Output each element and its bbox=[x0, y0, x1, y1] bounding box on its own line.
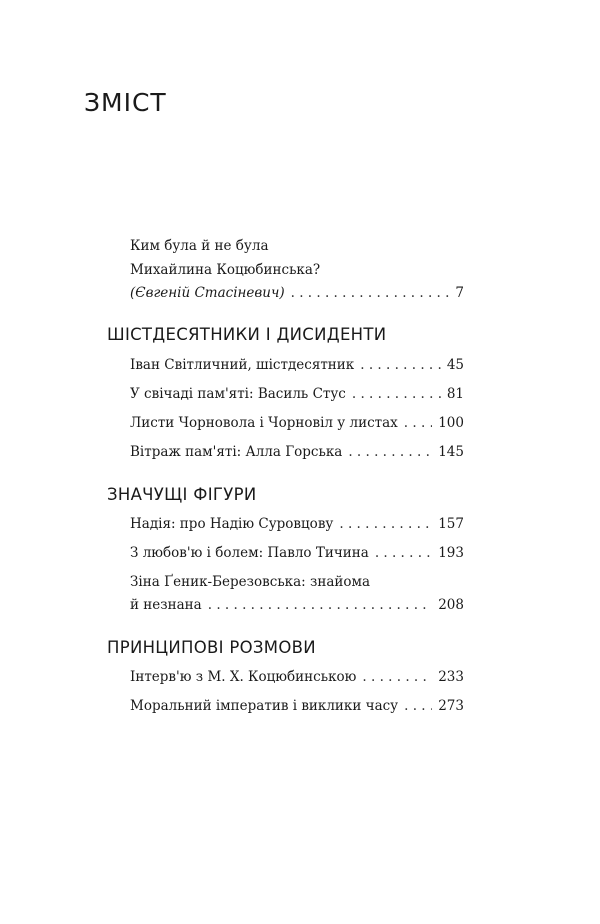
toc-entry-title: Моральний імператив і виклики часу bbox=[130, 698, 399, 714]
toc-entry-title: Іван Світличний, шістдесятник bbox=[130, 357, 355, 373]
dot-leader bbox=[208, 595, 432, 615]
dot-leader bbox=[360, 355, 441, 375]
toc-page-number: 7 bbox=[455, 285, 464, 301]
dot-leader bbox=[362, 667, 432, 687]
toc-page-number: 157 bbox=[438, 516, 464, 532]
toc-entry-intro-line2: Михайлина Коцюбинська? bbox=[130, 262, 321, 278]
page-title: ЗМІСТ bbox=[84, 88, 167, 117]
toc-entry[interactable] bbox=[130, 442, 464, 462]
toc-page-number: 208 bbox=[438, 597, 464, 613]
toc-entry-title: У свічаді пам'яті: Василь Стус bbox=[130, 386, 346, 402]
toc-entry-intro-line1: Ким була й не була bbox=[130, 238, 269, 254]
toc-page-number: 193 bbox=[438, 545, 464, 561]
toc-entry[interactable] bbox=[130, 667, 464, 687]
toc-entry-author: (Євгеній Стасіневич) bbox=[130, 285, 285, 301]
toc-entry-title: Листи Чорновола і Чорновіл у листах bbox=[130, 415, 398, 431]
toc-page-number: 45 bbox=[446, 357, 464, 373]
dot-leader bbox=[404, 413, 432, 433]
toc-entry[interactable] bbox=[130, 514, 464, 534]
toc-entry-title: З любов'ю і болем: Павло Тичина bbox=[130, 545, 369, 561]
section-heading-figures: ЗНАЧУЩІ ФІГУРИ bbox=[107, 485, 257, 504]
toc-page-number: 273 bbox=[438, 698, 464, 714]
toc-page-number: 81 bbox=[446, 386, 464, 402]
section-heading-dissidents: ШІСТДЕСЯТНИКИ І ДИСИДЕНТИ bbox=[107, 325, 387, 344]
dot-leader bbox=[375, 543, 432, 563]
toc-entry-title: й незнана bbox=[130, 597, 202, 613]
toc-entry-title: Вітраж пам'яті: Алла Горська bbox=[130, 444, 343, 460]
section-heading-conversations: ПРИНЦИПОВІ РОЗМОВИ bbox=[107, 638, 316, 657]
toc-page-number: 233 bbox=[438, 669, 464, 685]
toc-entry[interactable] bbox=[130, 543, 464, 563]
toc-page-number: 100 bbox=[438, 415, 464, 431]
toc-entry-title-line1[interactable]: Зіна Ґеник-Березовська: знайома bbox=[130, 574, 371, 590]
toc-page-number: 145 bbox=[438, 444, 464, 460]
dot-leader bbox=[404, 696, 432, 716]
dot-leader bbox=[291, 283, 450, 303]
toc-entry[interactable] bbox=[130, 696, 464, 716]
toc-entry[interactable] bbox=[130, 595, 464, 615]
toc-entry-title: Надія: про Надію Суровцову bbox=[130, 516, 334, 532]
dot-leader bbox=[352, 384, 441, 404]
dot-leader bbox=[339, 514, 432, 534]
toc-entry-title: Інтерв'ю з М. Х. Коцюбинською bbox=[130, 669, 357, 685]
dot-leader bbox=[348, 442, 432, 462]
toc-entry[interactable] bbox=[130, 384, 464, 404]
toc-entry-intro[interactable] bbox=[130, 283, 464, 303]
toc-entry[interactable] bbox=[130, 413, 464, 433]
toc-entry[interactable] bbox=[130, 355, 464, 375]
